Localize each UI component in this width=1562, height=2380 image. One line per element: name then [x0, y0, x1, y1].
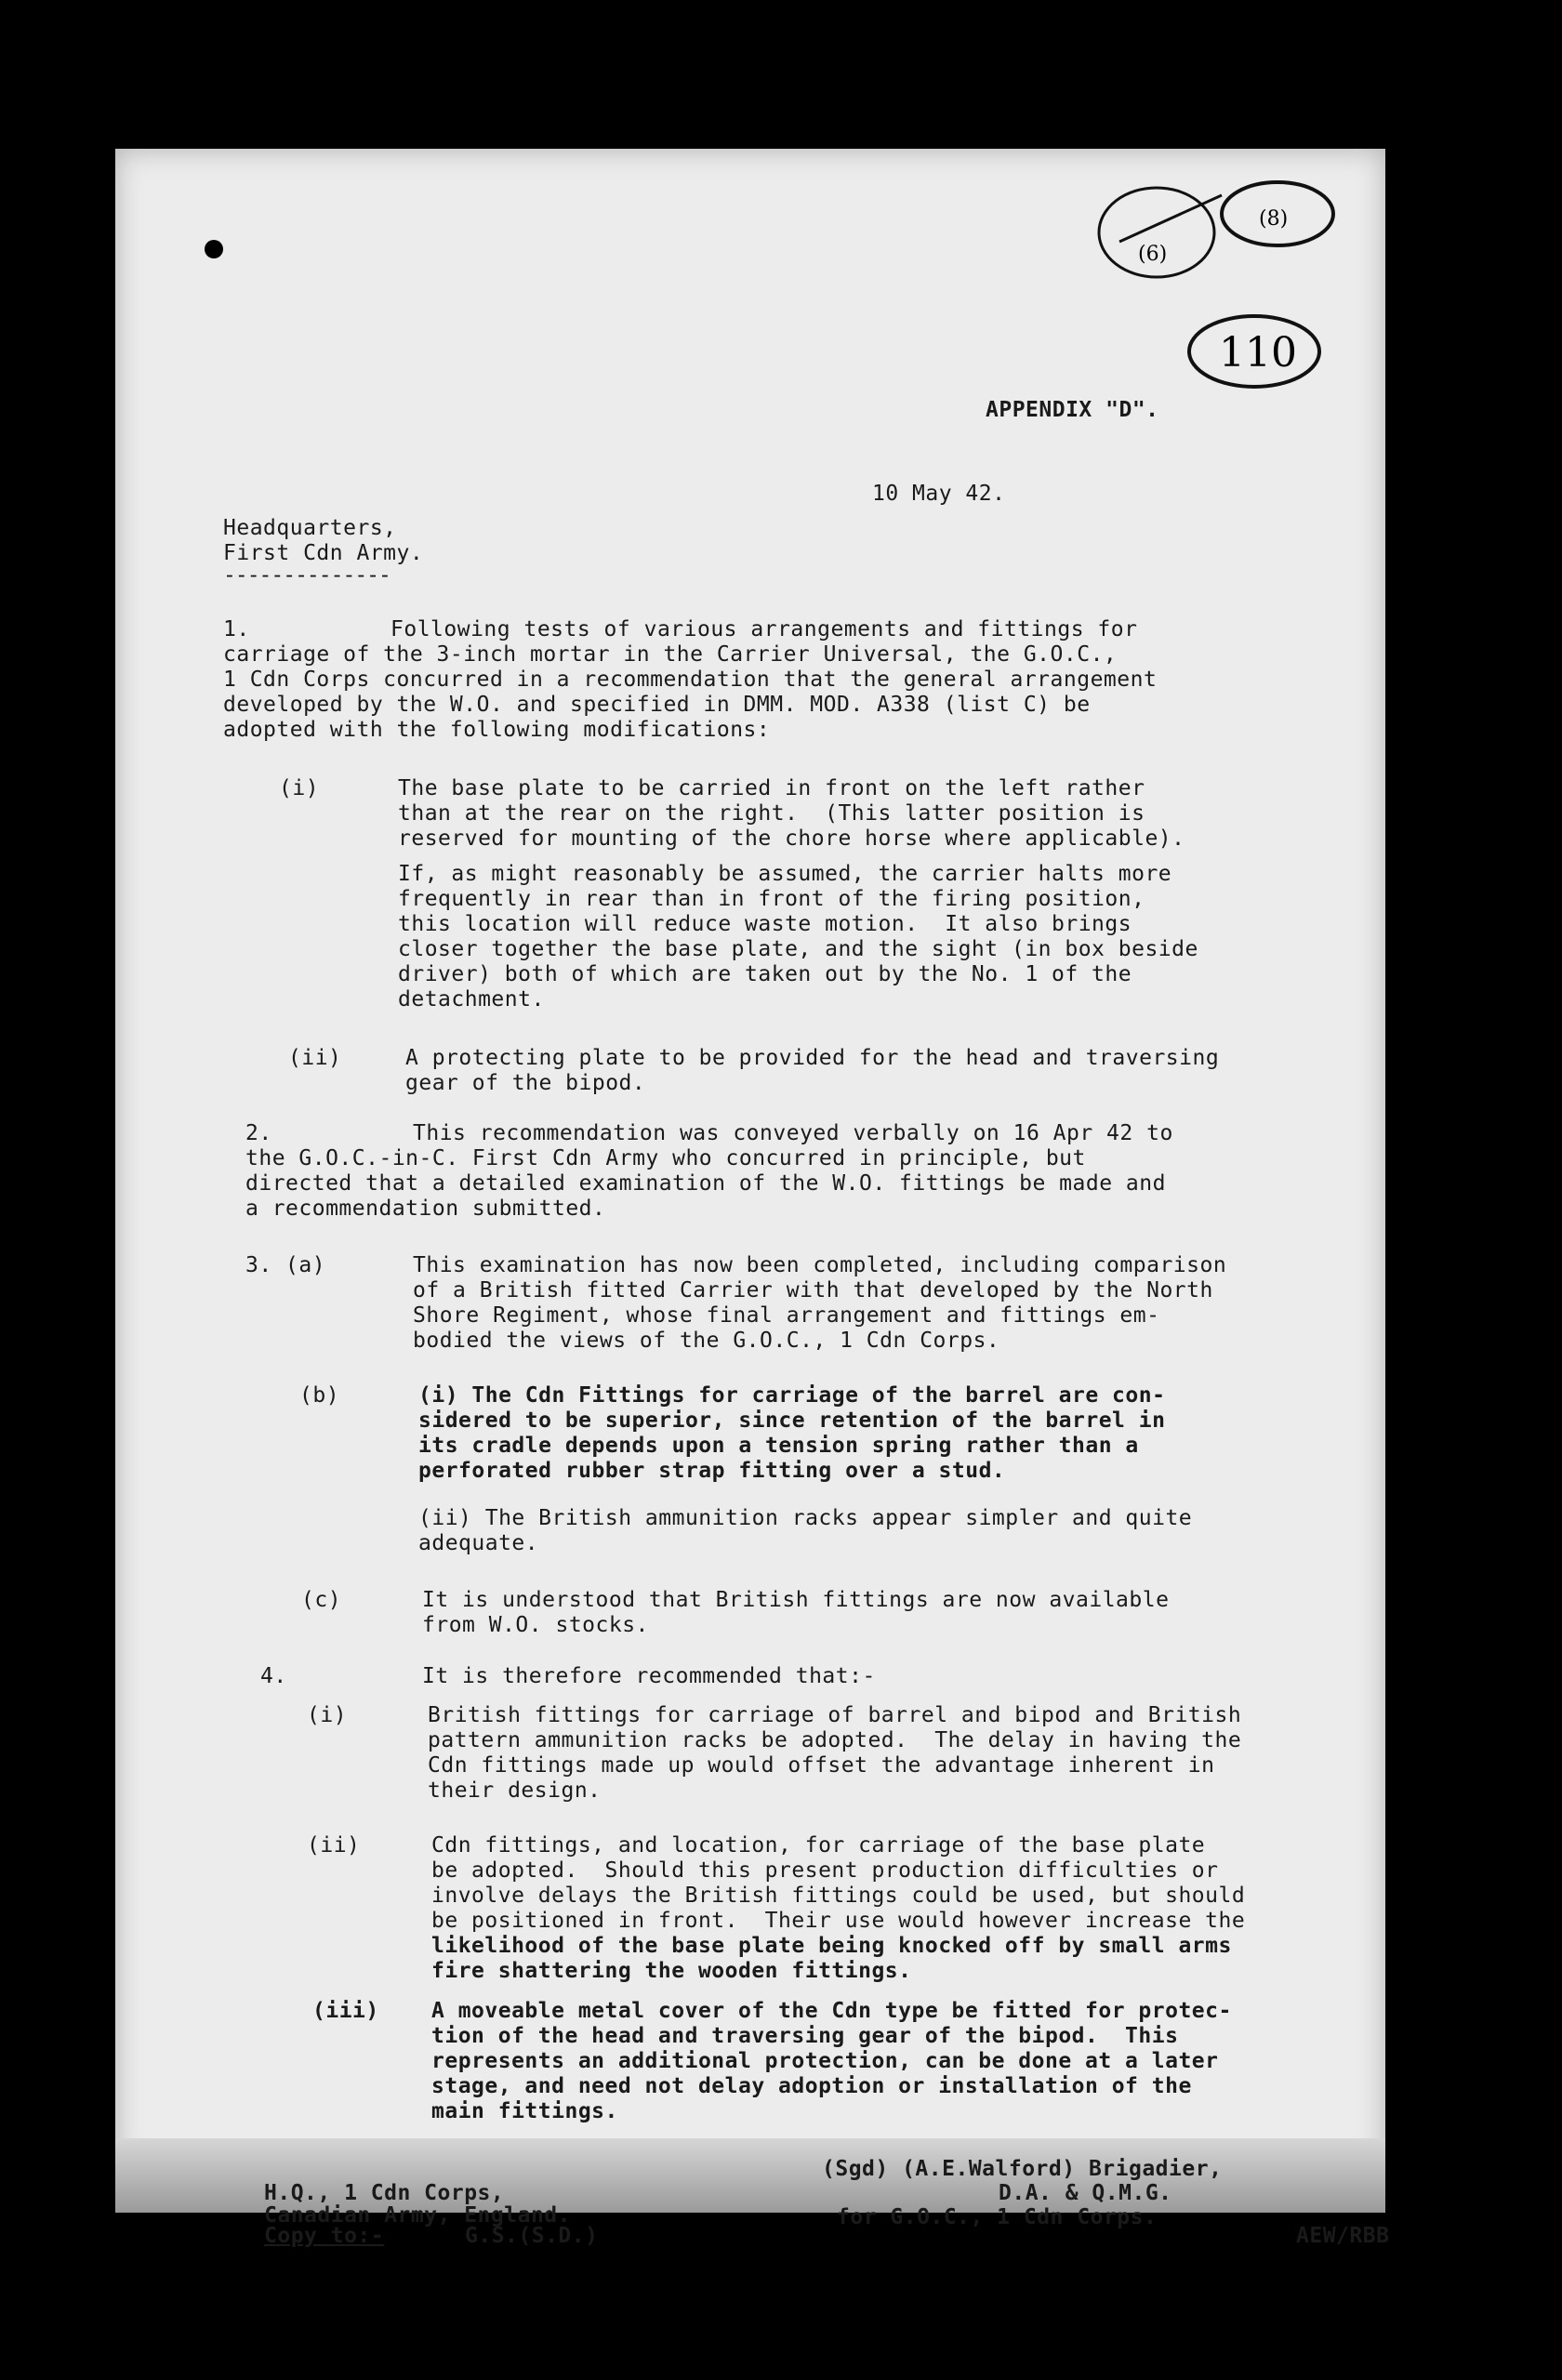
page-number-stamp: [1180, 307, 1329, 400]
para-4-number: 4.: [260, 1664, 287, 1688]
origin-line-1: H.Q., 1 Cdn Corps,: [264, 2181, 505, 2205]
para-4-i-body: [428, 1703, 1241, 1804]
para-4-iii-number: (iii): [312, 1999, 379, 2023]
text-line: directed that a detailed examination of the W.O. fittings be made and: [245, 1171, 1166, 1196]
para-1-ii-body: [405, 1046, 1219, 1096]
para-4-iii-body: [431, 1999, 1232, 2124]
para-1-i-number: (i): [279, 776, 320, 800]
para-3b-number: (b): [299, 1383, 340, 1408]
text-line: tion of the head and traversing gear of the bipod. This: [431, 2024, 1179, 2048]
para-2-number: 2.: [245, 1121, 272, 1145]
text-line: If, as might reasonably be assumed, the carrier halts more: [398, 862, 1172, 886]
text-line: of a British fitted Carrier with that developed by the North: [413, 1278, 1213, 1302]
text-line: Cdn fittings made up would offset the advantage inherent in: [428, 1753, 1215, 1778]
signature-line-1: (Sgd) (A.E.Walford) Brigadier,: [822, 2157, 1223, 2181]
para-3c-body: [422, 1588, 1169, 1638]
text-line: British fittings for carriage of barrel and bipod and British: [428, 1703, 1242, 1727]
punch-hole: [205, 240, 223, 258]
origin-line-2: Canadian Army, England.: [264, 2203, 571, 2228]
text-line: Shore Regiment, whose final arrangement and fittings em-: [413, 1303, 1160, 1328]
text-line: This recommendation was conveyed verbally on 16 Apr 42 to: [413, 1121, 1173, 1145]
folio-mark-drawing: [1082, 167, 1380, 279]
text-line: detachment.: [398, 987, 545, 1012]
para-2-body: [245, 1121, 1173, 1222]
text-line: bodied the views of the G.O.C., 1 Cdn Corps.: [413, 1329, 1000, 1353]
folio-mark-circles: [1082, 167, 1380, 279]
text-line: developed by the W.O. and specified in DMM. MOD. A338 (list C) be: [223, 693, 1091, 717]
text-line: carriage of the 3-inch mortar in the Carrier Universal, the G.O.C.,: [223, 642, 1118, 667]
para-1-ii-number: (ii): [288, 1046, 342, 1070]
appendix-title: APPENDIX "D".: [986, 398, 1159, 422]
text-line: perforated rubber strap fitting over a stud.: [418, 1459, 1006, 1483]
text-line: stage, and need not delay adoption or installation of the: [431, 2074, 1192, 2098]
text-line: A moveable metal cover of the Cdn type be fitted for protec-: [431, 1999, 1232, 2023]
text-line: (ii) The British ammunition racks appear simpler and quite: [418, 1506, 1193, 1530]
text-line: fire shattering the wooden fittings.: [431, 1959, 912, 1983]
document-page: [115, 149, 1390, 2248]
text-line: this location will reduce waste motion. It also brings: [398, 912, 1132, 936]
text-line: its cradle depends upon a tension spring rather than a: [418, 1434, 1139, 1458]
text-line: represents an additional protection, can be done at a later: [431, 2049, 1219, 2073]
signature-line-3: for G.O.C., 1 Cdn Corps.: [837, 2205, 1158, 2229]
para-1-i-body: [398, 776, 1185, 852]
copy-to-label: Copy to:-: [264, 2224, 385, 2248]
para-4-i-number: (i): [307, 1703, 348, 1727]
text-line: The base plate to be carried in front on the left rather: [398, 776, 1145, 800]
text-line: main fittings.: [431, 2099, 618, 2123]
text-line: gear of the bipod.: [405, 1071, 646, 1095]
text-line: reserved for mounting of the chore horse where applicable).: [398, 826, 1185, 851]
text-line: the G.O.C.-in-C. First Cdn Army who concurred in principle, but: [245, 1146, 1086, 1170]
para-1-number: 1.: [223, 617, 250, 641]
text-line: be adopted. Should this present production difficulties or: [431, 1858, 1219, 1883]
para-3a-number: 3. (a): [245, 1253, 326, 1277]
text-line: It is understood that British fittings are now available: [422, 1588, 1170, 1612]
text-line: pattern ammunition racks be adopted. The delay in having the: [428, 1728, 1242, 1752]
text-line: adequate.: [418, 1531, 539, 1555]
text-line: closer together the base plate, and the sight (in box beside: [398, 937, 1198, 961]
text-line: (i) The Cdn Fittings for carriage of the barrel are con-: [418, 1383, 1166, 1408]
para-4-ii-number: (ii): [307, 1833, 361, 1858]
copy-to-value: G.S.(S.D.): [465, 2224, 599, 2248]
document-date: 10 May 42.: [872, 482, 1006, 506]
folio-mark-2: (8): [1259, 207, 1289, 231]
text-line: involve delays the British fittings could be used, but should: [431, 1884, 1246, 1908]
para-1-body: [223, 617, 1157, 743]
para-3c-number: (c): [301, 1588, 342, 1612]
text-line: their design.: [428, 1778, 602, 1803]
text-line: likelihood of the base plate being knocked off by small arms: [431, 1934, 1232, 1958]
para-3b-i-body: [418, 1383, 1165, 1484]
text-line: A protecting plate to be provided for the head and traversing: [405, 1046, 1220, 1070]
text-line: sidered to be superior, since retention of the barrel in: [418, 1408, 1166, 1433]
text-line: a recommendation submitted.: [245, 1197, 606, 1221]
text-line: This examination has now been completed, including comparison: [413, 1253, 1227, 1277]
para-4-ii-body: [431, 1833, 1245, 1984]
text-line: driver) both of which are taken out by the No. 1 of the: [398, 962, 1132, 986]
para-4-intro: It is therefore recommended that:-: [422, 1664, 876, 1688]
reference-initials: AEW/RBB: [1296, 2224, 1390, 2248]
addressee-rule: --------------: [223, 563, 390, 588]
addressee-line-2: First Cdn Army.: [223, 541, 424, 565]
text-line: Cdn fittings, and location, for carriage of the base plate: [431, 1833, 1206, 1858]
page-number: 110: [1219, 329, 1297, 377]
signature-line-2: D.A. & Q.M.G.: [999, 2181, 1172, 2205]
text-line: Following tests of various arrangements and fittings for: [390, 617, 1138, 641]
page-number-circle: [1180, 307, 1329, 400]
text-line: frequently in rear than in front of the firing position,: [398, 887, 1145, 911]
text-line: than at the rear on the right. (This latter position is: [398, 801, 1145, 826]
addressee-line-1: Headquarters,: [223, 516, 397, 540]
para-1-i-body-2: [398, 862, 1198, 1012]
text-line: adopted with the following modifications:: [223, 718, 771, 742]
text-line: from W.O. stocks.: [422, 1613, 649, 1637]
para-3a-body: [413, 1253, 1226, 1354]
text-line: be positioned in front. Their use would however increase the: [431, 1909, 1246, 1933]
text-line: 1 Cdn Corps concurred in a recommendation that the general arrangement: [223, 668, 1158, 692]
para-3b-ii-body: [418, 1506, 1192, 1556]
folio-mark-1: (6): [1138, 243, 1168, 266]
